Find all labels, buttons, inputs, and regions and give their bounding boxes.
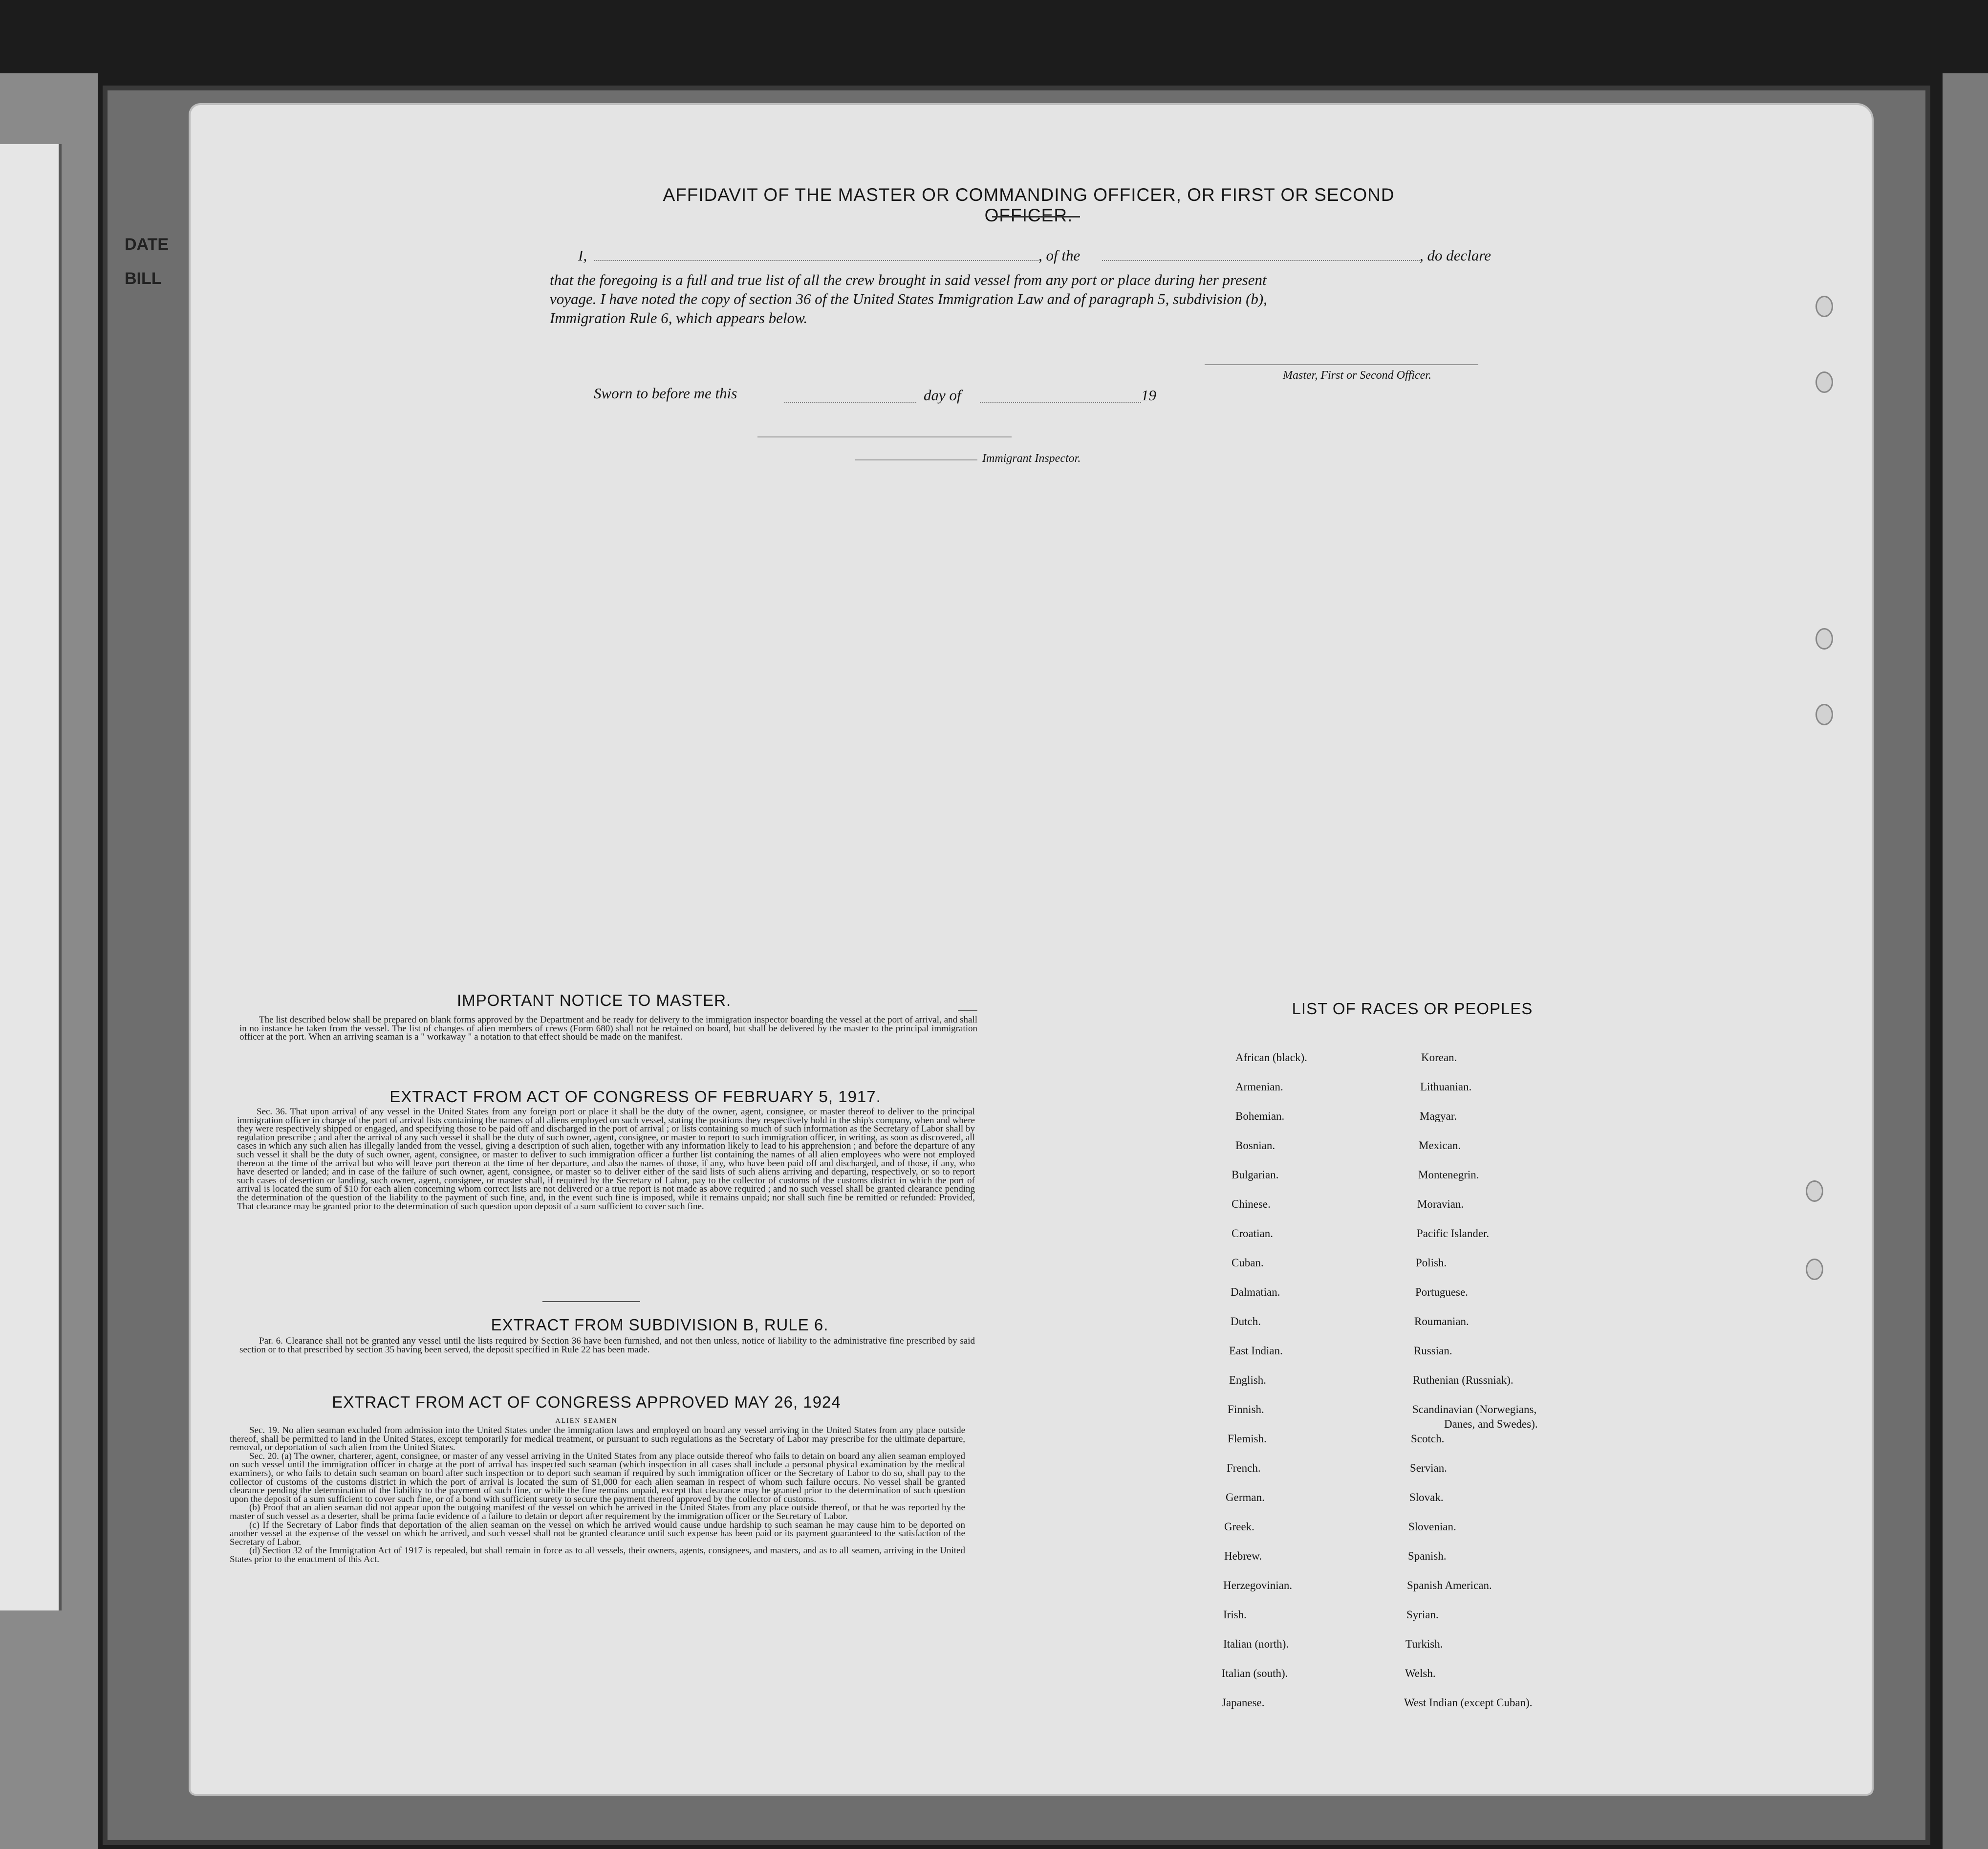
punch-hole: [1815, 371, 1833, 393]
inspector-signature-line-2[interactable]: [855, 459, 977, 460]
notice-rule: [958, 1010, 977, 1011]
race-item: Scandinavian (Norwegians,: [1412, 1403, 1537, 1415]
race-item: Pacific Islander.: [1417, 1227, 1490, 1240]
punch-hole: [1815, 704, 1833, 725]
act-1917-title: EXTRACT FROM ACT OF CONGRESS OF FEBRUARY 5, 1917.: [389, 1088, 881, 1106]
race-item: Ruthenian (Russniak).: [1413, 1374, 1513, 1386]
affidavit-line-2: that the foregoing is a full and true list of all the crew brought in said vessel from any port or place during her present: [550, 271, 1267, 288]
adjacent-page-edge: [0, 144, 62, 1610]
race-item: Croatian.: [1232, 1227, 1273, 1240]
race-item: Magyar.: [1420, 1110, 1457, 1122]
race-item: Slovenian.: [1408, 1521, 1456, 1533]
act-1917-body: [237, 1108, 975, 1211]
act-1924-title: EXTRACT FROM ACT OF CONGRESS APPROVED MAY 26, 1924: [332, 1393, 841, 1411]
affidavit-line-4: Immigration Rule 6, which appears below.: [550, 309, 808, 326]
vessel-name-field[interactable]: [1102, 260, 1420, 261]
affidavit-of-the: , of the: [1038, 247, 1080, 264]
race-item: Danes, and Swedes).: [1444, 1418, 1538, 1430]
race-item: Dalmatian.: [1231, 1286, 1280, 1298]
race-item: German.: [1226, 1491, 1265, 1503]
race-item: Lithuanian.: [1420, 1081, 1472, 1093]
race-item: Irish.: [1223, 1609, 1247, 1621]
punch-hole: [1815, 296, 1833, 317]
stamp-bill: BILL: [125, 269, 162, 288]
sec-20c-paragraph: (c) If the Secretary of Labor finds that deportation of the alien seaman on the vessel on which he arrived would cause undue hardship to such seaman he may cause him to be deported on another vessel at the expense of the vessel on which he arrived, and such vessel shall not be granted clearance until such expense has been paid or its payment guaranteed to the satisfaction of the Secretary of Labor.: [230, 1520, 965, 1547]
race-item: Armenian.: [1235, 1081, 1283, 1093]
notice-paragraph: The list described below shall be prepared on blank forms approved by the Department and be ready for delivery to the immigration inspector boarding the vessel at the port of arrival, and shall in no instance be taken from the vessel. The list of changes of alien members of crews (Form 680) shall not be retained on board, but shall be delivered by the master to the principal immigration officer at the port. When an arriving seaman is a " workaway " a notation to that effect should be made on the manifest.: [239, 1015, 977, 1043]
sworn-day-field[interactable]: [784, 402, 916, 403]
race-item: Dutch.: [1231, 1315, 1261, 1327]
sec-19-paragraph: Sec. 19. No alien seaman excluded from admission into the United States under the immigration laws and employed on board any vessel arriving in the United States from any place outside thereof, shall be permitted to land in the United States, except temporarily for medical treatment, or pursuant to such regulations as the Secretary of Labor may prescribe for the ultimate departure, removal, or deportation of such alien from the United States.: [230, 1425, 965, 1453]
race-item: Russian.: [1414, 1345, 1452, 1357]
title-rule: [992, 216, 1080, 218]
race-item: Korean.: [1421, 1051, 1457, 1064]
race-item: Moravian.: [1417, 1198, 1464, 1210]
race-item: Hebrew.: [1224, 1550, 1262, 1562]
race-item: Turkish.: [1405, 1638, 1443, 1650]
race-item: Greek.: [1224, 1521, 1254, 1533]
race-item: Polish.: [1416, 1257, 1447, 1269]
race-item: English.: [1229, 1374, 1267, 1386]
race-item: Italian (north).: [1223, 1638, 1289, 1650]
notice-body: [239, 1016, 977, 1042]
race-item: Servian.: [1410, 1462, 1448, 1474]
punch-hole: [1806, 1259, 1823, 1280]
punch-hole: [1806, 1180, 1823, 1202]
date-bill-stamp: [125, 227, 169, 296]
race-item: Japanese.: [1222, 1697, 1265, 1709]
inspector-caption: Immigrant Inspector.: [982, 452, 1081, 465]
scan-right-frame: [1943, 73, 1988, 1849]
race-item: Bosnian.: [1235, 1139, 1275, 1152]
affidavit-declare: , do declare: [1420, 247, 1491, 264]
master-caption: Master, First or Second Officer.: [1283, 369, 1431, 382]
race-item: East Indian.: [1229, 1345, 1283, 1357]
sworn-text: Sworn to before me this: [594, 385, 737, 402]
sworn-month-field[interactable]: [980, 402, 1141, 403]
inspector-signature-line[interactable]: [757, 436, 1012, 437]
sec-36-paragraph: Sec. 36. That upon arrival of any vessel in the United States from any foreign port or place it shall be the duty of the owner, agent, consignee, or master thereof to deliver to the principal immigration officer in charge of the port of arrival lists containing the names of all aliens employed on such vessel, stating the positions they respectively hold in the ship's company, when and where they were respectively shipped or engaged, and specifying those to be paid off and discharged in the port of arrival ; or lists containing so much of such information as the Secretary of Labor shall by regulation prescribe ; and after the arrival of any such vessel it shall be the duty of such owner, agent, consignee, or master to report to such immigration officer, in writing, as soon as discovered, all cases in which any such alien has illegally landed from the vessel, giving a description of such alien, together with any information likely to lead to his apprehension ; and before the departure of any such vessel it shall be the duty of such owner, agent, consignee, or master to deliver to such immigration officer a further list containing the names of all alien employees who were not employed thereon at the time of the arrival but who will leave port thereon at the time of her departure, and also the names of those, if any, who have been paid off and discharged, and of those, if any, who have deserted or landed; and in case of the failure of such owner, agent, consignee, or master so to deliver either of the said lists of such aliens arriving and departing, respectively, or so to report such cases of desertion or landing, such owner, agent, consignee, or master shall, if required by the Secretary of Labor, pay to the collector of customs of the customs district in which the port of arrival is located the sum of $10 for each alien concerning whom correct lists are not delivered or a true report is not made as above required ; and no such vessel shall be granted clearance pending the determination of the question of the liability to the payment of such fine, and, in the event such fine is imposed, while it remains unpaid; nor shall such fine be remitted or refunded: Provided, That clearance may be granted prior to the determination of such question upon deposit of a sum sufficient to cover such fine.: [237, 1107, 975, 1212]
day-of-text: day of: [924, 387, 961, 404]
rule-6-title: EXTRACT FROM SUBDIVISION B, RULE 6.: [491, 1316, 829, 1334]
par-6-paragraph: Par. 6. Clearance shall not be granted any vessel until the lists required by Section 36 have been furnished, and not then unless, notice of liability to the administrative fine prescribed by said section or to that prescribed by section 35 having been served, the deposit specified in Rule 22 has been made.: [239, 1336, 975, 1355]
race-item: Bohemian.: [1235, 1110, 1285, 1122]
race-item: Italian (south).: [1222, 1667, 1288, 1679]
race-item: Scotch.: [1411, 1433, 1445, 1445]
stamp-date: DATE: [125, 235, 169, 254]
rule-6-body: [239, 1337, 975, 1354]
master-signature-line[interactable]: [1205, 364, 1478, 365]
race-item: Bulgarian.: [1232, 1169, 1279, 1181]
races-title: LIST OF RACES OR PEOPLES: [1292, 1000, 1533, 1018]
punch-hole: [1815, 628, 1833, 650]
year-prefix: 19: [1141, 387, 1156, 404]
race-item: French.: [1227, 1462, 1261, 1474]
alien-seamen-caption: ALIEN SEAMEN: [555, 1417, 618, 1425]
race-item: Herzegovinian.: [1223, 1579, 1293, 1591]
affidavit-i: I,: [578, 247, 587, 264]
race-item: African (black).: [1235, 1051, 1307, 1064]
sec-20b-paragraph: (b) Proof that an alien seaman did not appear upon the outgoing manifest of the vessel on which he arrived in the United States from any place outside thereof, or that he was reported by the master of such vessel as a deserter, shall be prima facie evidence of a failure to detain or deport after requirement by the immigration officer or the Secretary of Labor.: [230, 1502, 965, 1522]
act-1924-body: [230, 1426, 965, 1564]
master-name-field[interactable]: [594, 260, 1038, 261]
race-item: Welsh.: [1405, 1667, 1436, 1679]
race-item: West Indian (except Cuban).: [1404, 1697, 1533, 1709]
affidavit-title: AFFIDAVIT OF THE MASTER OR COMMANDING OFFICER, OR FIRST OR SECOND OFFICER.: [663, 185, 1395, 225]
race-item: Mexican.: [1419, 1139, 1461, 1152]
race-item: Spanish American.: [1407, 1579, 1492, 1591]
race-item: Spanish.: [1408, 1550, 1447, 1562]
race-item: Syrian.: [1406, 1609, 1439, 1621]
race-item: Cuban.: [1232, 1257, 1264, 1269]
notice-title: IMPORTANT NOTICE TO MASTER.: [457, 991, 732, 1009]
affidavit-line-3: voyage. I have noted the copy of section 36 of the United States Immigration Law and of paragraph 5, subdivision (b),: [550, 290, 1267, 307]
race-item: Flemish.: [1228, 1433, 1267, 1445]
race-item: Finnish.: [1228, 1403, 1264, 1415]
race-item: Roumanian.: [1414, 1315, 1469, 1327]
race-item: Slovak.: [1409, 1491, 1444, 1503]
race-item: Portuguese.: [1415, 1286, 1468, 1298]
race-item: Montenegrin.: [1418, 1169, 1479, 1181]
race-item: Chinese.: [1232, 1198, 1271, 1210]
sec-20d-paragraph: (d) Section 32 of the Immigration Act of 1917 is repealed, but shall remain in force as to all vessels, their owners, agents, consignees, and masters, and as to all seamen, arriving in the United States prior to the enactment of this Act.: [230, 1545, 965, 1565]
section-rule: [542, 1301, 640, 1302]
sec-20a-paragraph: Sec. 20. (a) The owner, charterer, agent, consignee, or master of any vessel arriving in the United States from any place outside thereof who fails to detain on board any alien seaman employed on such vessel until the immigration officer in charge at the port of arrival has inspected such seaman (which inspection in all cases shall include a personal physical examination by the medical examiners), or who fails to detain such seaman on board after such inspection or to deport such seaman if required by such immigration officer or the Secretary of Labor to do so, shall pay to the collector of customs of the customs district in which the port of arrival is located the sum of $1,000 for each alien seaman in respect of whom such failure occurs. No vessel shall be granted clearance pending the determination of the liability to the payment of such fine, or while the fine remains unpaid, except that clearance may be granted prior to the determination of such question upon the deposit of a sum sufficient to cover such fine, or of a bond with sufficient surety to secure the payment thereof approved by the collector of customs.: [230, 1451, 965, 1504]
